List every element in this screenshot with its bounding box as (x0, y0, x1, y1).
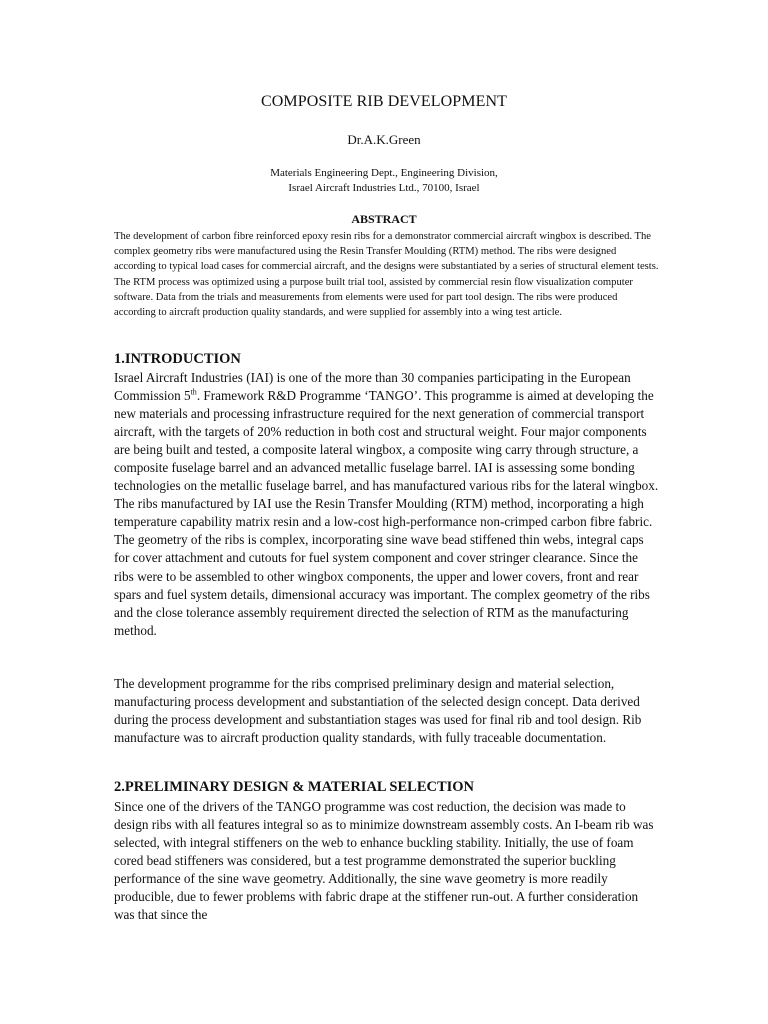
introduction-text-rest: . Framework R&D Programme ‘TANGO’. This programme is aimed at developing the new materials and processing infrastructure required for the next generation of commercial transport aircraft, with the targets of 20% reduction in both cost and structural weight. Four major components are being built and tested, a composite lateral wingbox, a composite wing carry through structure, a composite fuselage barrel and an advanced metallic fuselage barrel. IAI is assessing some bonding technologies on the metallic fuselage barrel, and has manufactured various ribs for the lateral wingbox. The ribs manufactured by IAI use the Resin Transfer Moulding (RTM) method, incorporating a high temperature capability matrix resin and a low-cost high-performance non-crimped carbon fibre fabric. The geometry of the ribs is complex, incorporating sine wave bead stiffened thin webs, integral caps for cover attachment and cutouts for fuel system component and cover stringer clearance. Since the ribs were to be assembled to other wingbox components, the upper and lower covers, front and rear spars and fuel system details, dimensional accuracy was important. The complex geometry of the ribs and the close tolerance assembly requirement directed the selection of RTM as the manufacturing method. (114, 388, 659, 638)
section-heading-introduction: 1.INTRODUCTION (114, 351, 241, 367)
affiliation-line-1: Materials Engineering Dept., Engineering Division, (270, 167, 498, 179)
introduction-text-start: Israel Aircraft Industries (IAI) is one of the more than 30 companies participating in the European Commission 5 (114, 370, 631, 404)
author-name: Dr.A.K.Green (347, 132, 421, 147)
introduction-paragraph-2: The development programme for the ribs comprised preliminary design and material selection, manufacturing process development and substantiation of the selected design concept. Data derived during the process development and substantiation stages was used for final rib and tool design. Rib manufacture was to aircraft production quality standards, with fully traceable documentation. (114, 676, 642, 746)
abstract-text: The development of carbon fibre reinforced epoxy resin ribs for a demonstrator commercial aircraft wingbox is described. The complex geometry ribs were manufactured using the Resin Transfer Moulding (RTM) method. The ribs were designed according to typical load cases for commercial aircraft, and the designs were substantiated by a series of structural element tests. The RTM process was optimized using a purpose built trial tool, assisted by commercial resin flow visualization computer software. Data from the trials and measurements from elements were used for part tool design. The ribs were produced according to aircraft production quality standards, and were supplied for assembly into a wing test article. (114, 231, 659, 319)
affiliation-line-2: Israel Aircraft Industries Ltd., 70100, Israel (288, 182, 480, 194)
abstract-heading: ABSTRACT (351, 212, 417, 226)
introduction-paragraph-1 (114, 369, 659, 640)
section-heading-preliminary-design: 2.PRELIMINARY DESIGN & MATERIAL SELECTION (114, 779, 475, 795)
ordinal-superscript: th (190, 387, 197, 397)
preliminary-design-paragraph-1: Since one of the drivers of the TANGO programme was cost reduction, the decision was made to design ribs with all features integral so as to minimize downstream assembly costs. An I-beam rib was selected, with integral stiffeners on the web to enhance buckling stability. Initially, the use of foam cored bead stiffeners was considered, but a test programme demonstrated the superior buckling performance of the sine wave geometry. Additionally, the sine wave geometry is more readily producible, due to fewer problems with fabric drape at the stiffener run-out. A further consideration was that since the (114, 799, 654, 923)
paper-title: COMPOSITE RIB DEVELOPMENT (260, 93, 508, 110)
affiliation (0, 166, 768, 196)
